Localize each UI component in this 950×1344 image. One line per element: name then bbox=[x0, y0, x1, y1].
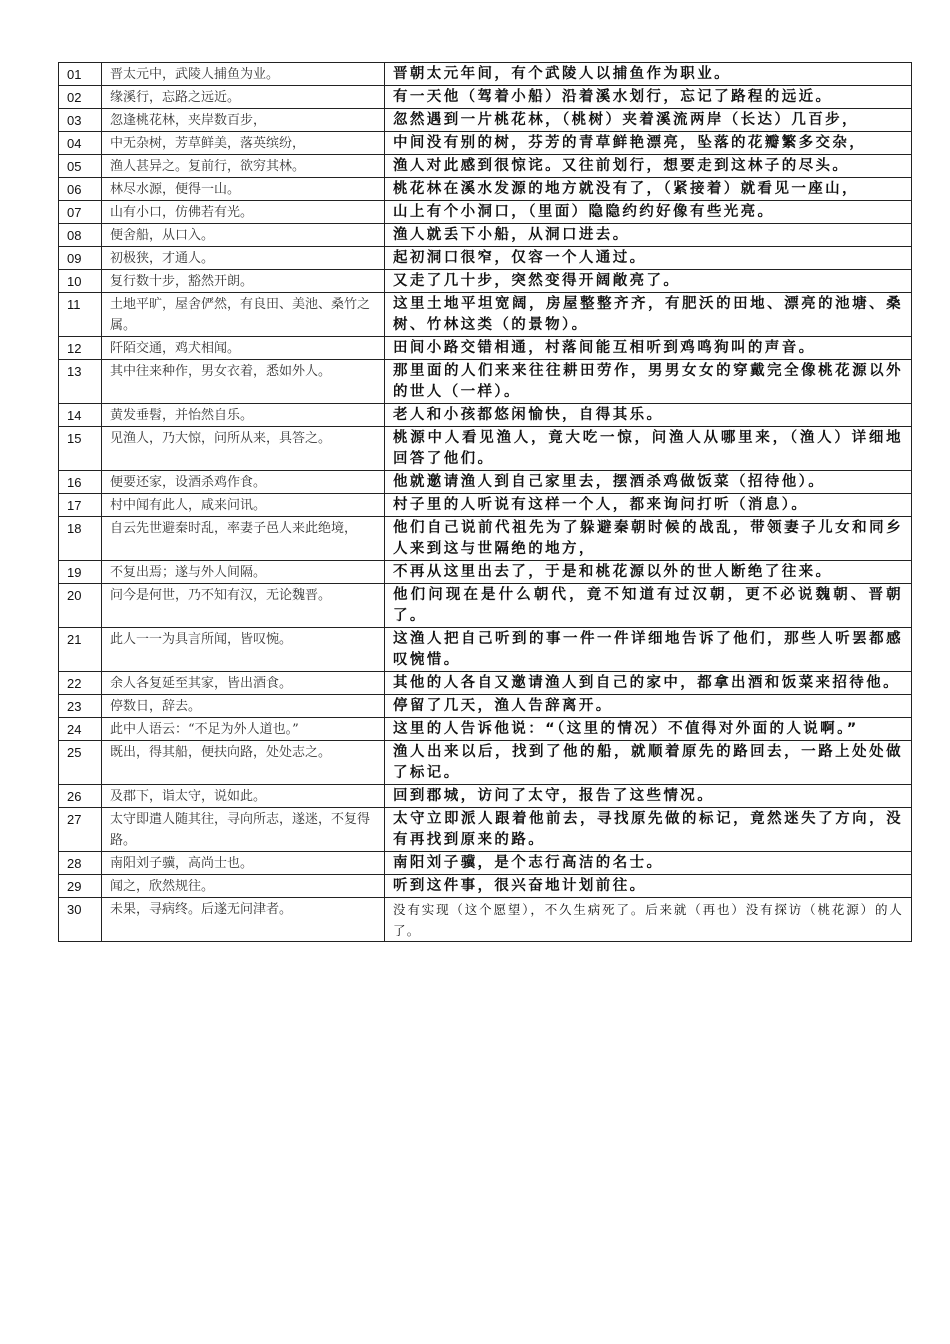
original-text: 问今是何世，乃不知有汉，无论魏晋。 bbox=[102, 584, 385, 628]
translation-text: 起初洞口很窄，仅容一个人通过。 bbox=[385, 247, 912, 270]
translation-text: 渔人就丢下小船，从洞口进去。 bbox=[385, 224, 912, 247]
table-row bbox=[59, 741, 912, 785]
table-body bbox=[59, 63, 912, 942]
original-text: 闻之，欣然规往。 bbox=[102, 875, 385, 898]
table-row bbox=[59, 785, 912, 808]
translation-text: 中间没有别的树，芬芳的青草鲜艳漂亮，坠落的花瓣繁多交杂， bbox=[385, 132, 912, 155]
table-row bbox=[59, 427, 912, 471]
row-number: 02 bbox=[59, 86, 102, 109]
translation-text: 又走了几十步，突然变得开阔敞亮了。 bbox=[385, 270, 912, 293]
row-number: 08 bbox=[59, 224, 102, 247]
translation-text: 这渔人把自己听到的事一件一件详细地告诉了他们，那些人听罢都感叹惋惜。 bbox=[385, 628, 912, 672]
table-row bbox=[59, 898, 912, 942]
original-text: 余人各复延至其家，皆出酒食。 bbox=[102, 672, 385, 695]
row-number: 20 bbox=[59, 584, 102, 628]
table-row bbox=[59, 109, 912, 132]
translation-text: 老人和小孩都悠闲愉快，自得其乐。 bbox=[385, 404, 912, 427]
translation-text: 那里面的人们来来往往耕田劳作，男男女女的穿戴完全像桃花源以外的世人（一样）。 bbox=[385, 360, 912, 404]
original-text: 忽逢桃花林，夹岸数百步， bbox=[102, 109, 385, 132]
table-row bbox=[59, 337, 912, 360]
original-text: 初极狭，才通人。 bbox=[102, 247, 385, 270]
original-text: 中无杂树，芳草鲜美，落英缤纷， bbox=[102, 132, 385, 155]
translation-text: 渔人对此感到很惊诧。又往前划行，想要走到这林子的尽头。 bbox=[385, 155, 912, 178]
row-number: 05 bbox=[59, 155, 102, 178]
original-text: 缘溪行，忘路之远近。 bbox=[102, 86, 385, 109]
original-text: 自云先世避秦时乱，率妻子邑人来此绝境， bbox=[102, 517, 385, 561]
original-text: 此人一一为具言所闻，皆叹惋。 bbox=[102, 628, 385, 672]
original-text: 村中闻有此人，咸来问讯。 bbox=[102, 494, 385, 517]
original-text: 晋太元中，武陵人捕鱼为业。 bbox=[102, 63, 385, 86]
translation-text: 晋朝太元年间，有个武陵人以捕鱼作为职业。 bbox=[385, 63, 912, 86]
original-text: 停数日，辞去。 bbox=[102, 695, 385, 718]
table-row bbox=[59, 201, 912, 224]
table-row bbox=[59, 63, 912, 86]
table-row bbox=[59, 494, 912, 517]
row-number: 27 bbox=[59, 808, 102, 852]
table-row bbox=[59, 584, 912, 628]
original-text: 未果，寻病终。后遂无问津者。 bbox=[102, 898, 385, 942]
translation-text: 有一天他（驾着小船）沿着溪水划行，忘记了路程的远近。 bbox=[385, 86, 912, 109]
row-number: 29 bbox=[59, 875, 102, 898]
table-row bbox=[59, 561, 912, 584]
row-number: 25 bbox=[59, 741, 102, 785]
translation-table bbox=[58, 62, 912, 942]
row-number: 09 bbox=[59, 247, 102, 270]
original-text: 此中人语云：“不足为外人道也。” bbox=[102, 718, 385, 741]
table-row bbox=[59, 718, 912, 741]
row-number: 15 bbox=[59, 427, 102, 471]
table-row bbox=[59, 155, 912, 178]
table-row bbox=[59, 517, 912, 561]
translation-text: 回到郡城，访问了太守，报告了这些情况。 bbox=[385, 785, 912, 808]
translation-text: 桃源中人看见渔人，竟大吃一惊，问渔人从哪里来，（渔人）详细地回答了他们。 bbox=[385, 427, 912, 471]
translation-text: 山上有个小洞口，（里面）隐隐约约好像有些光亮。 bbox=[385, 201, 912, 224]
row-number: 19 bbox=[59, 561, 102, 584]
row-number: 03 bbox=[59, 109, 102, 132]
original-text: 复行数十步，豁然开朗。 bbox=[102, 270, 385, 293]
row-number: 18 bbox=[59, 517, 102, 561]
translation-text: 他就邀请渔人到自己家里去，摆酒杀鸡做饭菜（招待他）。 bbox=[385, 471, 912, 494]
translation-text: 村子里的人听说有这样一个人，都来询问打听（消息）。 bbox=[385, 494, 912, 517]
translation-text: 这里土地平坦宽阔，房屋整整齐齐，有肥沃的田地、漂亮的池塘、桑树、竹林这类（的景物）。 bbox=[385, 293, 912, 337]
translation-text: 这里的人告诉他说：“（这里的情况）不值得对外面的人说啊。” bbox=[385, 718, 912, 741]
table-row bbox=[59, 852, 912, 875]
table-row bbox=[59, 875, 912, 898]
original-text: 阡陌交通，鸡犬相闻。 bbox=[102, 337, 385, 360]
original-text: 不复出焉；遂与外人间隔。 bbox=[102, 561, 385, 584]
translation-text: 南阳刘子骥，是个志行高洁的名士。 bbox=[385, 852, 912, 875]
translation-text: 忽然遇到一片桃花林，（桃树）夹着溪流两岸（长达）几百步， bbox=[385, 109, 912, 132]
table-row bbox=[59, 178, 912, 201]
original-text: 其中往来种作，男女衣着，悉如外人。 bbox=[102, 360, 385, 404]
table-row bbox=[59, 628, 912, 672]
translation-text: 没有实现（这个愿望），不久生病死了。后来就（再也）没有探访（桃花源）的人了。 bbox=[385, 898, 912, 942]
row-number: 22 bbox=[59, 672, 102, 695]
row-number: 26 bbox=[59, 785, 102, 808]
row-number: 16 bbox=[59, 471, 102, 494]
row-number: 13 bbox=[59, 360, 102, 404]
translation-text: 他们问现在是什么朝代，竟不知道有过汉朝，更不必说魏朝、晋朝了。 bbox=[385, 584, 912, 628]
translation-text: 田间小路交错相通，村落间能互相听到鸡鸣狗叫的声音。 bbox=[385, 337, 912, 360]
original-text: 便舍船，从口入。 bbox=[102, 224, 385, 247]
translation-text: 渔人出来以后，找到了他的船，就顺着原先的路回去，一路上处处做了标记。 bbox=[385, 741, 912, 785]
table-row bbox=[59, 360, 912, 404]
table-row bbox=[59, 247, 912, 270]
row-number: 14 bbox=[59, 404, 102, 427]
row-number: 01 bbox=[59, 63, 102, 86]
table-row bbox=[59, 293, 912, 337]
translation-text: 其他的人各自又邀请渔人到自己的家中，都拿出酒和饭菜来招待他。 bbox=[385, 672, 912, 695]
translation-text: 桃花林在溪水发源的地方就没有了，（紧接着）就看见一座山， bbox=[385, 178, 912, 201]
table-row bbox=[59, 808, 912, 852]
original-text: 山有小口，仿佛若有光。 bbox=[102, 201, 385, 224]
original-text: 南阳刘子骥，高尚士也。 bbox=[102, 852, 385, 875]
row-number: 23 bbox=[59, 695, 102, 718]
original-text: 既出，得其船，便扶向路，处处志之。 bbox=[102, 741, 385, 785]
row-number: 24 bbox=[59, 718, 102, 741]
row-number: 30 bbox=[59, 898, 102, 942]
original-text: 便要还家，设酒杀鸡作食。 bbox=[102, 471, 385, 494]
table-row bbox=[59, 132, 912, 155]
translation-text: 停留了几天，渔人告辞离开。 bbox=[385, 695, 912, 718]
original-text: 见渔人，乃大惊，问所从来，具答之。 bbox=[102, 427, 385, 471]
row-number: 12 bbox=[59, 337, 102, 360]
original-text: 太守即遣人随其往，寻向所志，遂迷，不复得路。 bbox=[102, 808, 385, 852]
table-row bbox=[59, 404, 912, 427]
row-number: 28 bbox=[59, 852, 102, 875]
translation-text: 不再从这里出去了，于是和桃花源以外的世人断绝了往来。 bbox=[385, 561, 912, 584]
row-number: 11 bbox=[59, 293, 102, 337]
table-row bbox=[59, 672, 912, 695]
table-row bbox=[59, 471, 912, 494]
row-number: 04 bbox=[59, 132, 102, 155]
row-number: 17 bbox=[59, 494, 102, 517]
row-number: 10 bbox=[59, 270, 102, 293]
original-text: 及郡下，诣太守，说如此。 bbox=[102, 785, 385, 808]
translation-text: 太守立即派人跟着他前去，寻找原先做的标记，竟然迷失了方向，没有再找到原来的路。 bbox=[385, 808, 912, 852]
table-row bbox=[59, 224, 912, 247]
translation-text: 他们自己说前代祖先为了躲避秦朝时候的战乱，带领妻子儿女和同乡人来到这与世隔绝的地方， bbox=[385, 517, 912, 561]
translation-text: 听到这件事，很兴奋地计划前往。 bbox=[385, 875, 912, 898]
original-text: 林尽水源，便得一山。 bbox=[102, 178, 385, 201]
row-number: 21 bbox=[59, 628, 102, 672]
table-row bbox=[59, 695, 912, 718]
original-text: 渔人甚异之。复前行，欲穷其林。 bbox=[102, 155, 385, 178]
table-row bbox=[59, 86, 912, 109]
table-row bbox=[59, 270, 912, 293]
original-text: 土地平旷，屋舍俨然，有良田、美池、桑竹之属。 bbox=[102, 293, 385, 337]
row-number: 06 bbox=[59, 178, 102, 201]
row-number: 07 bbox=[59, 201, 102, 224]
original-text: 黄发垂髫，并怡然自乐。 bbox=[102, 404, 385, 427]
